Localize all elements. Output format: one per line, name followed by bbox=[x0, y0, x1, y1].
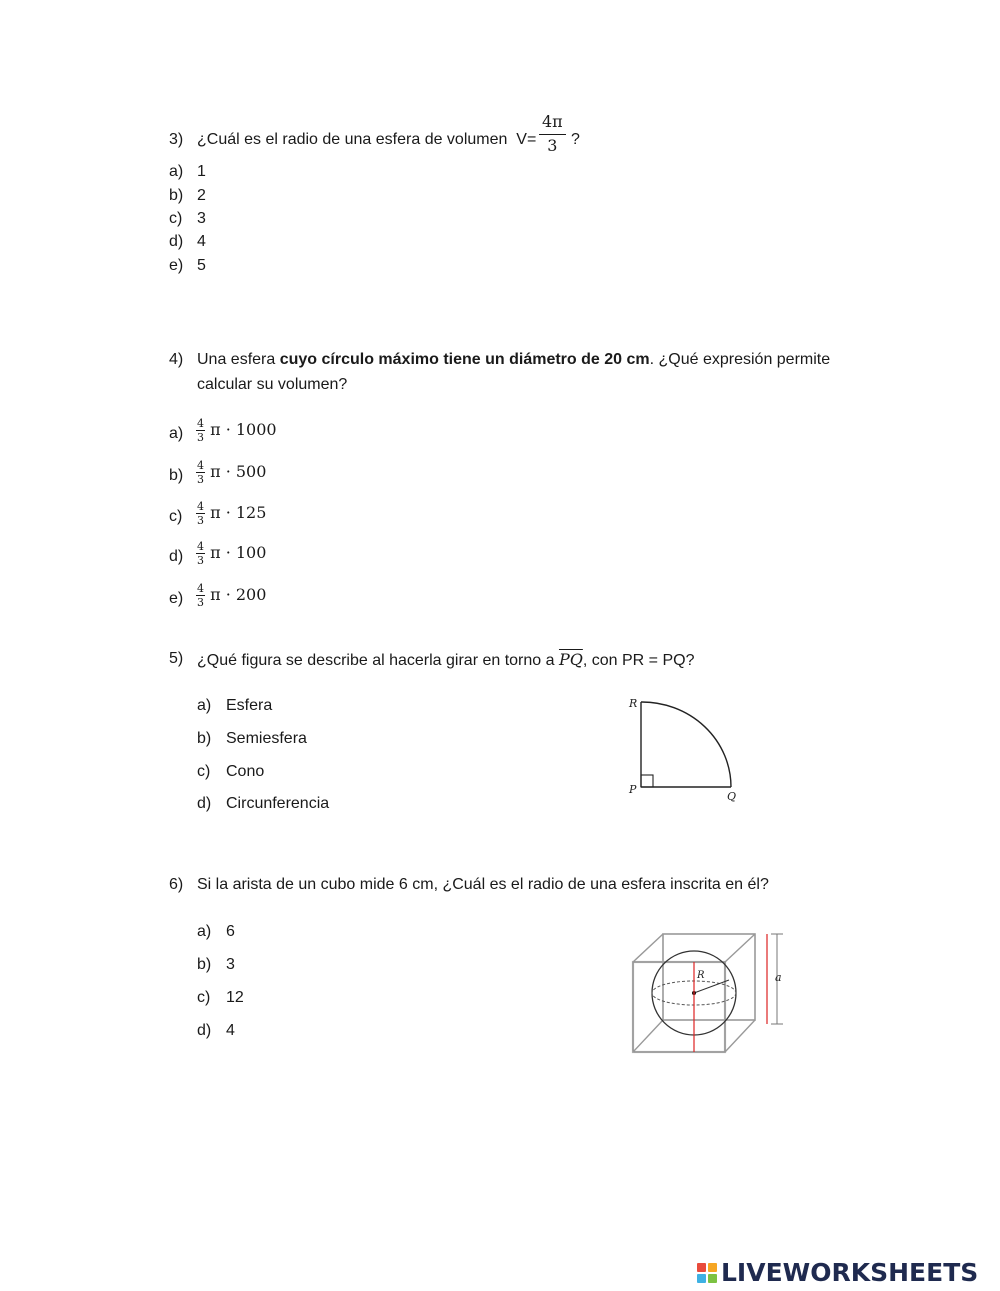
liveworksheets-logo[interactable] bbox=[697, 1258, 978, 1287]
fraction-numerator: 4π bbox=[542, 112, 563, 131]
question-number: 5) bbox=[169, 650, 184, 667]
label-r: R bbox=[629, 697, 638, 710]
question-text: Si la arista de un cubo mide 6 cm, ¿Cuál es el radio de una esfera inscrita en él? bbox=[197, 876, 769, 893]
option-expression: π · 1000 bbox=[210, 420, 277, 439]
fraction-denominator: 3 bbox=[547, 135, 558, 155]
option-expression: π · 500 bbox=[210, 462, 267, 481]
label-r: R bbox=[697, 970, 705, 981]
question-text: ¿Qué figura se describe al hacerla girar en torno a $\overline{PQ}$, con PR = PQ? bbox=[197, 650, 695, 669]
cube-sphere-figure bbox=[625, 928, 795, 1060]
question-text-line2: calcular su volumen? bbox=[197, 376, 348, 393]
option-expression: π · 200 bbox=[210, 585, 267, 604]
option-expression: π · 125 bbox=[210, 503, 267, 522]
segment-label: $\overline{PQ}$ bbox=[558, 650, 583, 669]
question-end: ? bbox=[571, 131, 580, 148]
label-a: a bbox=[775, 971, 782, 984]
question-text: ¿Cuál es el radio de una esfera de volumen V= bbox=[197, 131, 537, 148]
label-q: Q bbox=[727, 790, 737, 803]
question-number: 4) bbox=[169, 351, 184, 368]
quarter-circle-figure bbox=[620, 690, 750, 805]
logo-icon bbox=[697, 1263, 717, 1283]
question-number: 3) bbox=[169, 131, 184, 148]
option-expression: π · 100 bbox=[210, 543, 267, 562]
label-p: P bbox=[629, 783, 637, 796]
volume-fraction bbox=[539, 114, 566, 155]
question-text: Una esfera cuyo círculo máximo tiene un diámetro de 20 cm. ¿Qué expresión permite bbox=[197, 351, 831, 368]
question-number: 6) bbox=[169, 876, 184, 893]
logo-text: LIVEWORKSHEETS bbox=[721, 1258, 979, 1287]
